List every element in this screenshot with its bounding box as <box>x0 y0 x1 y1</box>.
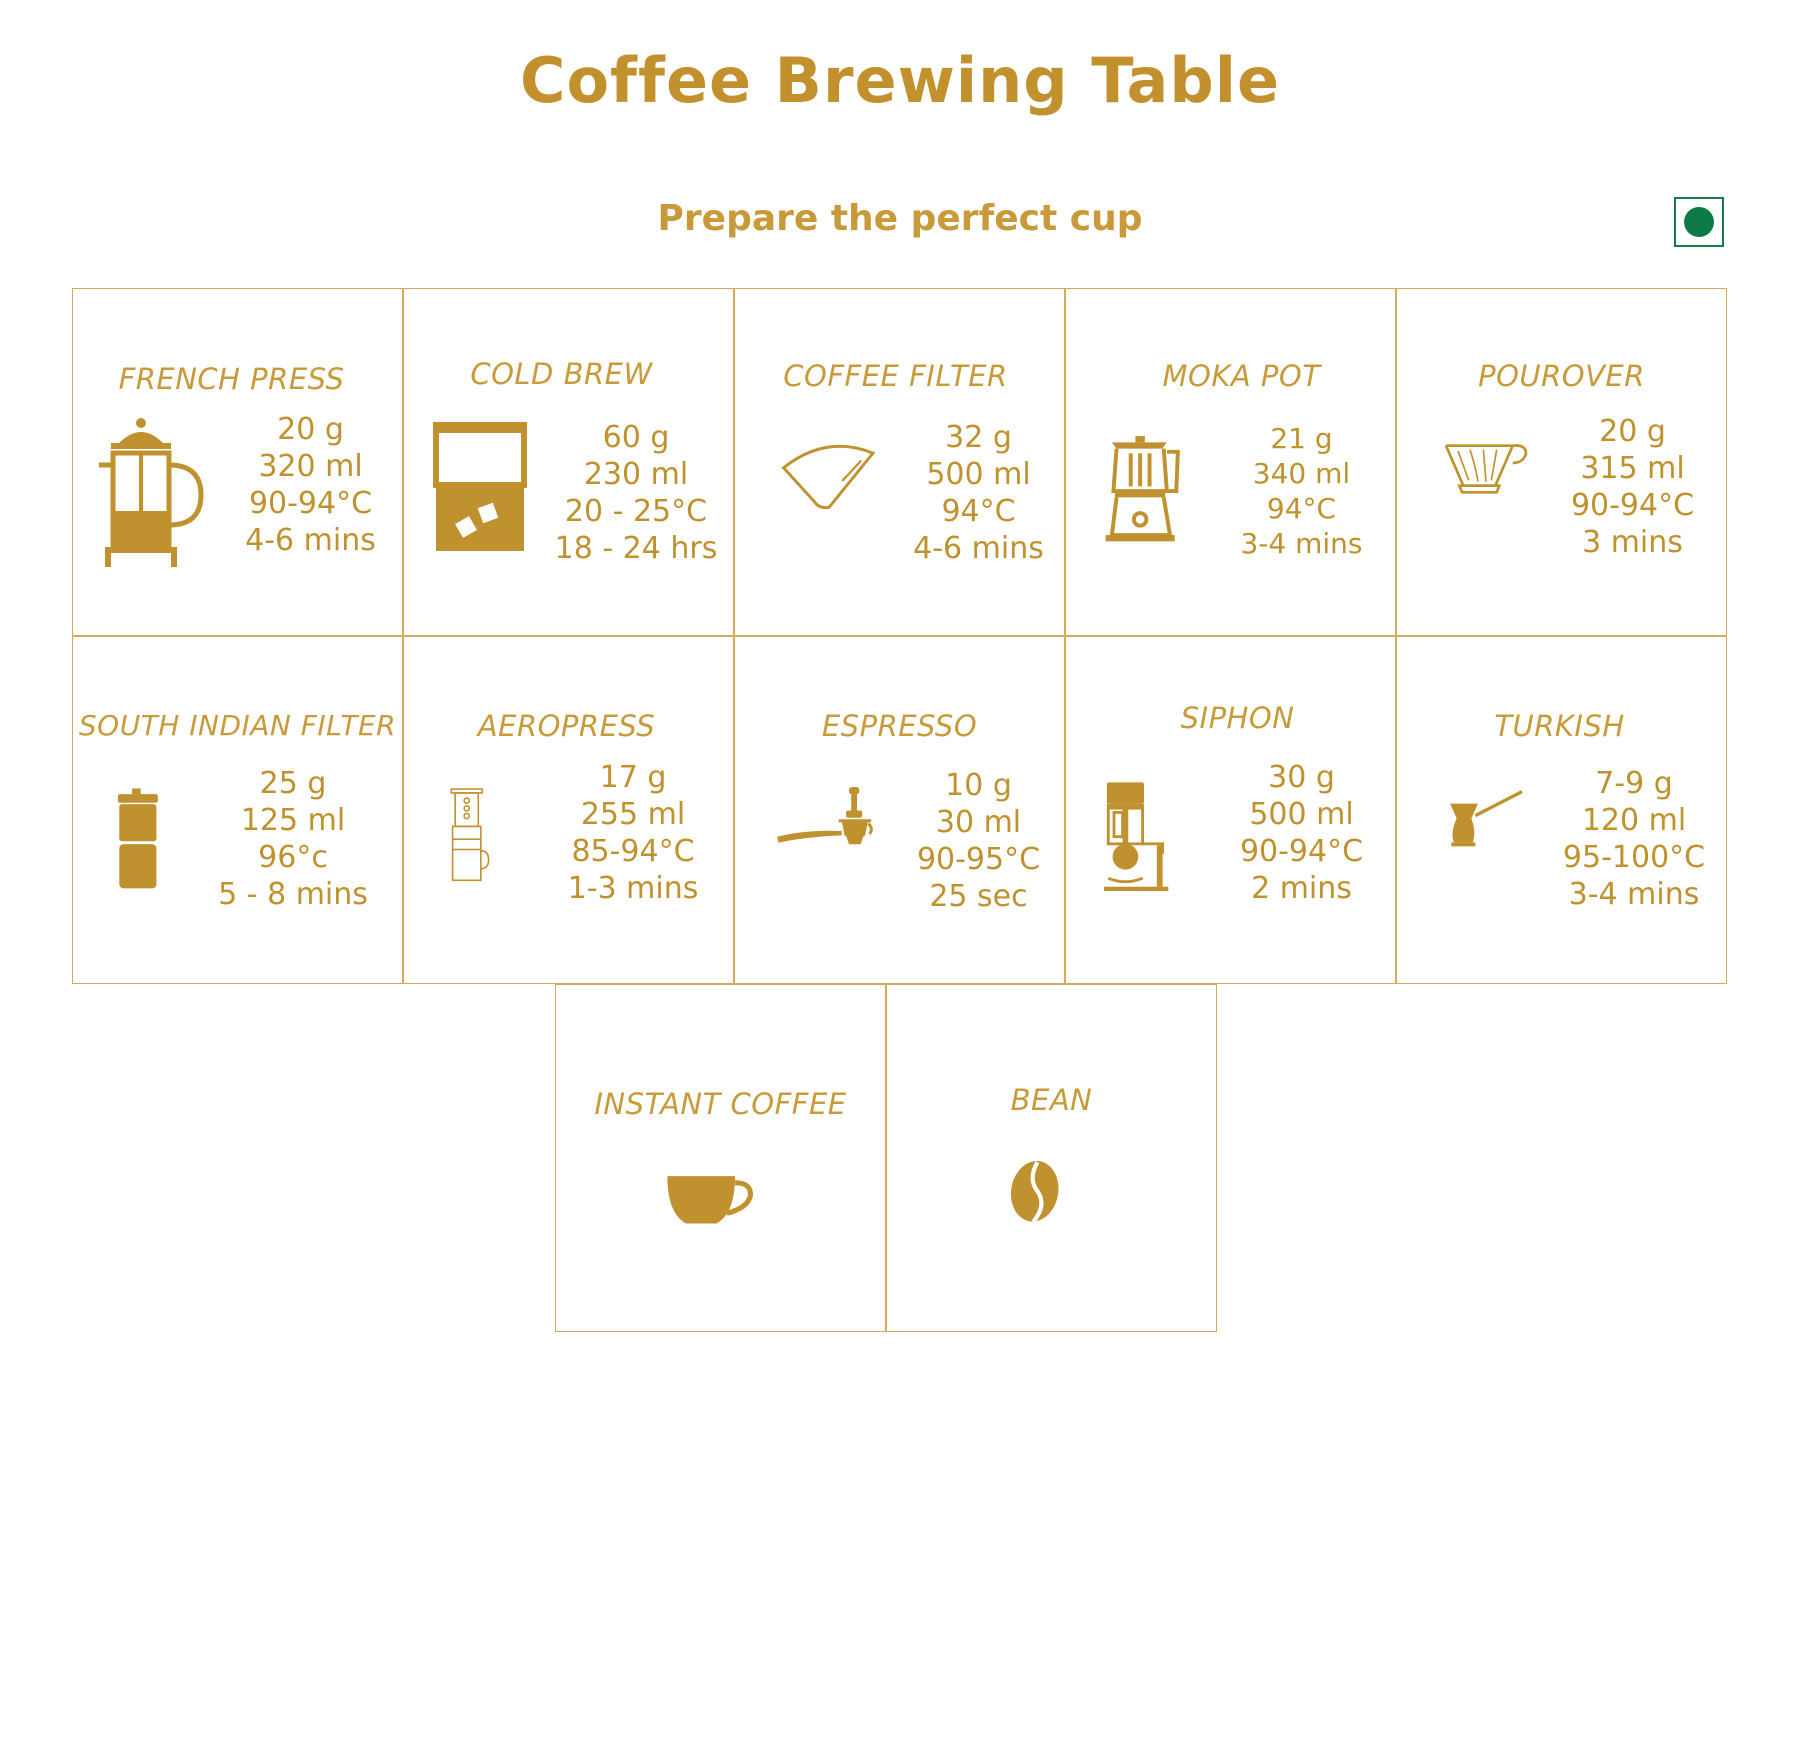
spec-temp: 90-94°C <box>248 486 373 521</box>
coffee-bean-icon <box>1007 1153 1097 1253</box>
method-cell-south-indian-filter <box>72 636 403 984</box>
moka-pot-icon <box>1104 425 1214 565</box>
spec-dose: 32 g <box>945 420 1012 455</box>
spec-water: 230 ml <box>583 457 689 492</box>
method-cell-french-press <box>72 288 403 636</box>
spec-temp: 95-100°C <box>1562 840 1706 875</box>
spec-time: 3 mins <box>1582 525 1683 560</box>
method-name: SIPHON <box>1180 701 1295 735</box>
spec-dose: 10 g <box>945 768 1012 803</box>
spec-temp: 96°c <box>258 840 328 875</box>
spec-water: 320 ml <box>258 449 363 484</box>
spec-time: 2 mins <box>1251 871 1352 906</box>
spec-time: 18 - 24 hrs <box>554 531 718 566</box>
method-name: COLD BREW <box>470 357 653 391</box>
spec-water: 255 ml <box>580 797 686 832</box>
method-cell-cold-brew <box>403 288 734 636</box>
method-specs <box>1214 759 1389 907</box>
method-name: TURKISH <box>1494 709 1625 743</box>
spec-dose: 20 g <box>1599 414 1666 449</box>
spec-water: 125 ml <box>240 803 346 838</box>
method-cell-aeropress <box>403 636 734 984</box>
method-specs <box>1545 413 1720 561</box>
spec-dose: 60 g <box>602 420 670 455</box>
spec-temp: 94°C <box>941 494 1016 529</box>
spec-dose: 7-9 g <box>1595 766 1673 801</box>
spec-dose: 21 g <box>1270 422 1333 455</box>
veg-dot <box>1684 207 1714 237</box>
method-cell-pourover <box>1396 288 1727 636</box>
method-specs <box>223 411 398 559</box>
spec-temp: 90-94°C <box>1570 488 1695 523</box>
method-specs <box>1214 421 1389 561</box>
method-specs <box>891 419 1066 567</box>
spec-water: 340 ml <box>1252 457 1351 490</box>
spec-temp: 90-95°C <box>916 842 1041 877</box>
spec-water: 315 ml <box>1580 451 1685 486</box>
method-name: AEROPRESS <box>477 709 656 743</box>
method-cell-moka-pot <box>1065 288 1396 636</box>
method-name: ESPRESSO <box>821 709 978 743</box>
spec-time: 4-6 mins <box>245 523 376 558</box>
siphon-icon <box>1104 751 1204 921</box>
method-cell-bean <box>886 984 1217 1332</box>
espresso-icon <box>757 787 897 897</box>
method-name: POUROVER <box>1478 359 1645 393</box>
spec-time: 3-4 mins <box>1240 527 1363 560</box>
spec-water: 500 ml <box>1249 797 1354 832</box>
spec-dose: 25 g <box>259 766 327 801</box>
spec-water: 30 ml <box>935 805 1022 840</box>
method-name: COFFEE FILTER <box>783 359 1008 393</box>
pourover-icon <box>1425 443 1555 543</box>
method-specs <box>536 419 736 567</box>
french-press-icon <box>91 417 231 567</box>
spec-temp: 94°C <box>1266 492 1337 525</box>
coffee-filter-icon <box>759 437 899 547</box>
page-title: Coffee Brewing Table <box>519 44 1281 117</box>
method-specs <box>540 759 726 907</box>
method-name: MOKA POT <box>1162 359 1321 393</box>
spec-time: 25 sec <box>929 879 1028 914</box>
spec-temp: 90-94°C <box>1239 834 1364 869</box>
method-name: FRENCH PRESS <box>118 362 345 396</box>
spec-time: 5 - 8 mins <box>218 877 368 912</box>
method-cell-turkish <box>1396 636 1727 984</box>
spec-dose: 20 g <box>277 412 344 447</box>
spec-time: 4-6 mins <box>913 531 1044 566</box>
method-cell-coffee-filter <box>734 288 1065 636</box>
spec-time: 1-3 mins <box>567 871 699 906</box>
method-name: BEAN <box>1010 1083 1093 1117</box>
spec-water: 120 ml <box>1581 803 1687 838</box>
south-indian-filter-icon <box>115 767 215 917</box>
veg-mark-icon <box>1674 197 1724 247</box>
method-specs <box>203 765 383 913</box>
spec-dose: 17 g <box>599 760 667 795</box>
spec-water: 500 ml <box>926 457 1031 492</box>
cup-icon <box>664 1171 774 1281</box>
method-specs <box>891 767 1066 915</box>
spec-time: 3-4 mins <box>1568 877 1700 912</box>
spec-temp: 85-94°C <box>571 834 695 869</box>
method-specs <box>1539 765 1729 913</box>
method-name: SOUTH INDIAN FILTER <box>78 709 397 742</box>
method-cell-siphon <box>1065 636 1396 984</box>
method-cell-espresso <box>734 636 1065 984</box>
spec-dose: 30 g <box>1268 760 1335 795</box>
page-subtitle: Prepare the perfect cup <box>657 198 1143 239</box>
aeropress-icon <box>450 761 540 911</box>
spec-temp: 20 - 25°C <box>564 494 708 529</box>
method-name: INSTANT COFFEE <box>594 1087 847 1121</box>
method-cell-instant-coffee <box>555 984 886 1332</box>
